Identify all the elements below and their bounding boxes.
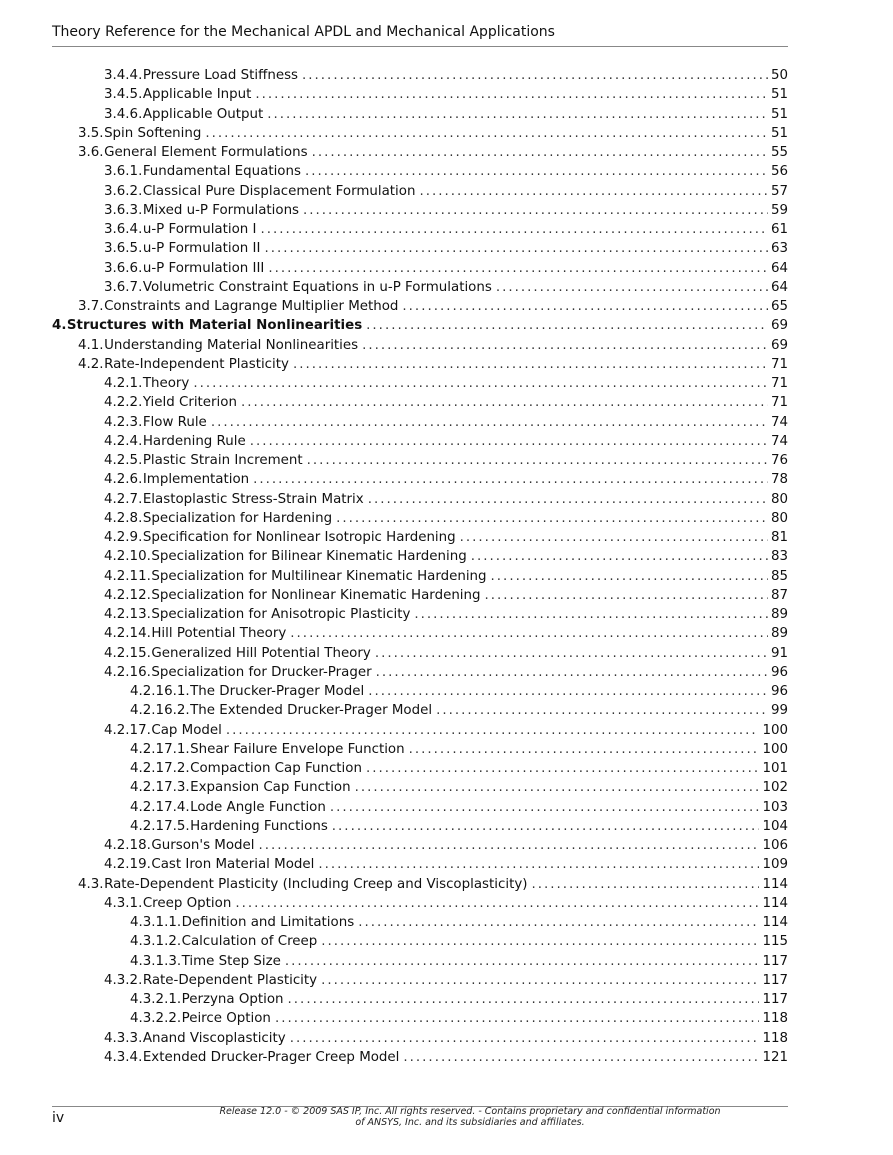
toc-entry-page: 65 xyxy=(770,299,788,314)
toc-dot-leader xyxy=(312,143,768,162)
toc-entry-number: 4.2.16. xyxy=(104,664,151,680)
toc-dot-leader xyxy=(267,105,768,124)
toc-entry-title: Specialization for Drucker-Prager xyxy=(151,664,372,680)
toc-entry[interactable] xyxy=(52,663,788,682)
toc-entry-page: 106 xyxy=(762,838,788,853)
toc-entry[interactable] xyxy=(52,836,788,855)
toc-entry-number: 3.7. xyxy=(78,299,104,314)
toc-entry-number: 3.6.1. xyxy=(104,164,143,180)
toc-dot-leader xyxy=(275,1009,760,1028)
toc-entry-page: 96 xyxy=(770,664,788,680)
toc-dot-leader xyxy=(368,490,768,509)
toc-entry-number: 4.3.2. xyxy=(104,972,143,988)
toc-entry[interactable] xyxy=(52,470,788,489)
toc-entry-number: 4.2.17. xyxy=(104,722,151,738)
toc-entry-title: Perzyna Option xyxy=(181,992,284,1007)
toc-entry-number: 4.2.5. xyxy=(104,453,143,468)
toc-dot-leader xyxy=(403,1048,759,1067)
legal-line-2: of ANSYS, Inc. and its subsidiaries and affiliates. xyxy=(355,1117,585,1128)
toc-entry[interactable] xyxy=(52,894,788,913)
toc-entry-page: 74 xyxy=(770,414,788,430)
toc-entry[interactable] xyxy=(52,451,788,470)
toc-entry-title: Constraints and Lagrange Multiplier Method xyxy=(104,299,399,314)
toc-entry-number: 4.2.17.2. xyxy=(130,761,190,776)
toc-entry[interactable] xyxy=(52,432,788,451)
toc-entry-number: 4.2.14. xyxy=(104,626,151,642)
toc-dot-leader xyxy=(366,316,768,335)
toc-entry-page: 55 xyxy=(770,145,788,160)
toc-entry-title: Creep Option xyxy=(142,895,232,911)
toc-entry-page: 99 xyxy=(770,703,788,719)
toc-entry-title: Specialization for Anisotropic Plasticity xyxy=(151,607,411,622)
toc-entry-title: Volumetric Constraint Equations in u-P Formulations xyxy=(142,279,492,295)
toc-entry-page: 114 xyxy=(762,895,788,911)
toc-entry-number: 4. xyxy=(52,318,67,334)
toc-entry-page: 71 xyxy=(770,376,788,391)
toc-entry-page: 100 xyxy=(762,741,788,757)
toc-entry-title: Hill Potential Theory xyxy=(151,626,287,642)
toc-entry-title: General Element Formulations xyxy=(104,145,308,160)
toc-entry-page: 57 xyxy=(770,183,788,199)
toc-entry[interactable] xyxy=(52,297,788,316)
toc-entry-title: Rate-Dependent Plasticity xyxy=(142,972,318,988)
toc-entry-title: Elastoplastic Stress-Strain Matrix xyxy=(142,491,364,507)
toc-entry-number: 4.2.8. xyxy=(104,510,143,526)
toc-dot-leader xyxy=(531,875,759,894)
toc-dot-leader xyxy=(336,509,768,528)
toc-entry-title: Specialization for Multilinear Kinematic Hardening xyxy=(151,568,487,584)
toc-entry-title: Spin Softening xyxy=(104,125,202,141)
toc-entry-number: 3.6.6. xyxy=(104,260,143,276)
toc-entry-page: 109 xyxy=(762,857,788,873)
toc-entry-page: 63 xyxy=(770,241,788,257)
toc-entry-number: 4.2.4. xyxy=(104,433,143,449)
toc-entry-number: 4.2.16.2. xyxy=(130,703,190,719)
toc-dot-leader xyxy=(290,1029,760,1048)
toc-entry-title: u-P Formulation III xyxy=(142,260,265,276)
toc-dot-leader xyxy=(321,971,759,990)
toc-entry-title: Cap Model xyxy=(151,722,222,738)
toc-entry-title: The Drucker-Prager Model xyxy=(190,684,365,699)
toc-dot-leader xyxy=(471,547,768,566)
toc-entry-title: Yield Criterion xyxy=(142,395,237,411)
toc-entry[interactable] xyxy=(52,778,788,797)
toc-dot-leader xyxy=(226,721,760,740)
toc-entry-number: 4.2. xyxy=(78,356,104,372)
toc-entry[interactable] xyxy=(52,701,788,720)
toc-entry-number: 4.2.11. xyxy=(104,568,151,584)
toc-dot-leader xyxy=(268,259,768,278)
toc-entry-title: Rate-Dependent Plasticity (Including Creep and Viscoplasticity) xyxy=(104,876,528,892)
toc-entry-page: 71 xyxy=(770,356,788,372)
toc-entry[interactable] xyxy=(52,490,788,509)
toc-entry[interactable] xyxy=(52,336,788,355)
toc-entry[interactable] xyxy=(52,605,788,624)
toc-dot-leader xyxy=(366,759,759,778)
toc-entry-page: 115 xyxy=(762,934,788,950)
toc-entry[interactable] xyxy=(52,316,788,335)
toc-entry-title: Understanding Material Nonlinearities xyxy=(104,337,359,353)
toc-entry-page: 74 xyxy=(770,433,788,449)
toc-dot-leader xyxy=(436,701,768,720)
toc-entry[interactable] xyxy=(52,855,788,874)
toc-entry-page: 56 xyxy=(770,164,788,180)
toc-entry-page: 64 xyxy=(770,260,788,276)
toc-entry[interactable] xyxy=(52,721,788,740)
toc-entry-title: Structures with Material Nonlinearities xyxy=(66,318,363,334)
running-header: Theory Reference for the Mechanical APDL and Mechanical Applications xyxy=(52,24,555,40)
toc-entry-page: 69 xyxy=(770,318,788,334)
toc-entry[interactable] xyxy=(52,85,788,104)
toc-entry-number: 4.2.9. xyxy=(104,530,143,545)
toc-entry[interactable] xyxy=(52,278,788,297)
toc-entry-page: 81 xyxy=(770,530,788,545)
toc-entry-number: 4.2.17.5. xyxy=(130,818,190,834)
toc-dot-leader xyxy=(235,894,759,913)
toc-entry-title: Classical Pure Displacement Formulation xyxy=(142,183,416,199)
toc-entry-number: 4.3.2.2. xyxy=(130,1011,182,1027)
toc-dot-leader xyxy=(485,586,768,605)
toc-entry-page: 51 xyxy=(770,125,788,141)
toc-entry[interactable] xyxy=(52,182,788,201)
toc-dot-leader xyxy=(193,374,768,393)
toc-entry[interactable] xyxy=(52,586,788,605)
toc-entry-number: 3.6.2. xyxy=(104,183,143,199)
toc-entry-page: 118 xyxy=(762,1030,788,1046)
toc-entry[interactable] xyxy=(52,201,788,220)
toc-dot-leader xyxy=(496,278,768,297)
toc-dot-leader xyxy=(414,605,768,624)
toc-dot-leader xyxy=(253,470,768,489)
toc-entry-number: 3.6.7. xyxy=(104,279,143,295)
toc-entry-number: 4.2.1. xyxy=(104,376,143,391)
toc-entry-title: Compaction Cap Function xyxy=(190,761,362,776)
toc-entry-page: 102 xyxy=(762,780,788,796)
toc-entry[interactable] xyxy=(52,567,788,586)
toc-dot-leader xyxy=(358,913,759,932)
toc-entry-number: 4.3.1.3. xyxy=(130,953,182,969)
toc-entry-page: 61 xyxy=(770,222,788,237)
toc-entry-number: 4.3.4. xyxy=(104,1049,143,1065)
toc-entry-page: 76 xyxy=(770,453,788,468)
toc-dot-leader xyxy=(332,817,760,836)
toc-entry-number: 4.2.17.4. xyxy=(130,799,190,815)
toc-entry[interactable] xyxy=(52,355,788,374)
toc-entry[interactable] xyxy=(52,509,788,528)
toc-entry-page: 71 xyxy=(770,395,788,411)
page-number: iv xyxy=(52,1110,65,1126)
toc-dot-leader xyxy=(241,393,768,412)
toc-entry-page: 69 xyxy=(770,337,788,353)
toc-entry[interactable] xyxy=(52,143,788,162)
toc-entry[interactable] xyxy=(52,817,788,836)
legal-notice xyxy=(180,1106,760,1128)
toc-entry-number: 3.6.5. xyxy=(104,241,143,257)
toc-entry-title: u-P Formulation I xyxy=(142,222,257,237)
toc-dot-leader xyxy=(302,66,768,85)
toc-dot-leader xyxy=(293,355,768,374)
toc-entry[interactable] xyxy=(52,220,788,239)
toc-dot-leader xyxy=(402,297,768,316)
toc-entry[interactable] xyxy=(52,105,788,124)
toc-dot-leader xyxy=(211,413,768,432)
toc-entry-title: Expansion Cap Function xyxy=(190,780,351,796)
toc-entry-page: 83 xyxy=(770,549,788,565)
toc-entry-title: Shear Failure Envelope Function xyxy=(190,741,405,757)
toc-dot-leader xyxy=(491,567,768,586)
toc-entry-number: 3.6.4. xyxy=(104,222,143,237)
toc-entry[interactable] xyxy=(52,952,788,971)
toc-entry[interactable] xyxy=(52,644,788,663)
toc-entry-number: 4.2.13. xyxy=(104,607,151,622)
toc-entry-title: Specification for Nonlinear Isotropic Hardening xyxy=(142,530,456,545)
toc-entry-title: Specialization for Nonlinear Kinematic Hardening xyxy=(151,587,481,603)
toc-dot-leader xyxy=(409,740,760,759)
toc-entry[interactable] xyxy=(52,913,788,932)
toc-entry-page: 87 xyxy=(770,587,788,603)
toc-dot-leader xyxy=(419,182,767,201)
toc-entry-number: 4.2.18. xyxy=(104,838,151,853)
toc-dot-leader xyxy=(259,836,760,855)
toc-entry-page: 121 xyxy=(762,1049,788,1065)
toc-dot-leader xyxy=(321,932,759,951)
toc-entry-title: Specialization for Hardening xyxy=(142,510,333,526)
toc-entry[interactable] xyxy=(52,124,788,143)
toc-entry-title: Applicable Output xyxy=(142,106,264,122)
toc-entry-number: 3.5. xyxy=(78,125,104,141)
toc-entry-title: Cast Iron Material Model xyxy=(151,857,315,873)
toc-entry-page: 91 xyxy=(770,645,788,661)
table-of-contents xyxy=(52,66,788,1067)
toc-entry[interactable] xyxy=(52,259,788,278)
toc-entry-number: 4.2.16.1. xyxy=(130,684,190,699)
toc-entry[interactable] xyxy=(52,374,788,393)
toc-entry-title: Pressure Load Stiffness xyxy=(142,68,299,83)
toc-entry-number: 4.2.19. xyxy=(104,857,151,873)
toc-dot-leader xyxy=(460,528,768,547)
toc-entry-title: Implementation xyxy=(142,472,250,488)
toc-entry[interactable] xyxy=(52,624,788,643)
toc-entry-title: Time Step Size xyxy=(181,953,281,969)
toc-entry-number: 4.1. xyxy=(78,337,104,353)
toc-entry-title: Applicable Input xyxy=(142,87,252,103)
toc-entry[interactable] xyxy=(52,971,788,990)
toc-entry-page: 50 xyxy=(770,68,788,83)
toc-entry-number: 4.2.2. xyxy=(104,395,143,411)
toc-dot-leader xyxy=(362,336,768,355)
toc-entry-number: 4.3.2.1. xyxy=(130,992,182,1007)
toc-entry-title: Hardening Rule xyxy=(142,433,246,449)
toc-entry-title: Extended Drucker-Prager Creep Model xyxy=(142,1049,400,1065)
toc-entry[interactable] xyxy=(52,932,788,951)
toc-dot-leader xyxy=(255,85,768,104)
toc-entry[interactable] xyxy=(52,547,788,566)
toc-dot-leader xyxy=(285,952,760,971)
toc-entry-page: 85 xyxy=(770,568,788,584)
toc-entry[interactable] xyxy=(52,66,788,85)
toc-entry-title: Mixed u-P Formulations xyxy=(142,202,300,218)
toc-entry-title: Definition and Limitations xyxy=(181,915,355,930)
toc-entry-page: 103 xyxy=(762,799,788,815)
toc-dot-leader xyxy=(307,451,768,470)
toc-dot-leader xyxy=(260,220,767,239)
toc-entry-number: 3.4.5. xyxy=(104,87,143,103)
toc-entry-page: 59 xyxy=(770,202,788,218)
toc-entry-number: 3.6. xyxy=(78,145,104,160)
toc-entry-page: 78 xyxy=(770,472,788,488)
toc-entry-title: Lode Angle Function xyxy=(190,799,326,815)
toc-entry-number: 4.3.1.1. xyxy=(130,915,182,930)
toc-dot-leader xyxy=(368,682,768,701)
toc-dot-leader xyxy=(375,644,768,663)
toc-entry-title: The Extended Drucker-Prager Model xyxy=(190,703,433,719)
header-divider xyxy=(52,46,788,47)
toc-entry-page: 101 xyxy=(762,761,788,776)
toc-entry[interactable] xyxy=(52,990,788,1009)
toc-entry[interactable] xyxy=(52,875,788,894)
toc-entry-page: 117 xyxy=(762,992,788,1007)
toc-entry[interactable] xyxy=(52,528,788,547)
toc-entry[interactable] xyxy=(52,682,788,701)
toc-dot-leader xyxy=(205,124,768,143)
toc-entry-number: 3.4.6. xyxy=(104,106,143,122)
toc-entry-title: Peirce Option xyxy=(181,1011,271,1027)
toc-entry-number: 4.3. xyxy=(78,876,104,892)
toc-entry[interactable] xyxy=(52,798,788,817)
toc-entry-number: 4.2.17.1. xyxy=(130,741,190,757)
toc-entry-title: Flow Rule xyxy=(142,414,207,430)
toc-dot-leader xyxy=(305,162,768,181)
toc-entry-number: 4.3.3. xyxy=(104,1030,143,1046)
toc-entry-title: Fundamental Equations xyxy=(142,164,301,180)
toc-entry-title: Hardening Functions xyxy=(190,818,328,834)
toc-entry-number: 4.2.10. xyxy=(104,549,151,565)
toc-entry-number: 4.2.7. xyxy=(104,491,143,507)
toc-entry-title: Theory xyxy=(142,376,190,391)
toc-entry-page: 104 xyxy=(762,818,788,834)
toc-entry-title: u-P Formulation II xyxy=(142,241,261,257)
toc-entry-title: Generalized Hill Potential Theory xyxy=(151,645,371,661)
toc-entry-page: 51 xyxy=(770,106,788,122)
toc-entry-number: 4.2.12. xyxy=(104,587,151,603)
toc-entry-page: 100 xyxy=(762,722,788,738)
toc-entry[interactable] xyxy=(52,393,788,412)
toc-dot-leader xyxy=(355,778,760,797)
toc-entry[interactable] xyxy=(52,239,788,258)
toc-entry[interactable] xyxy=(52,1029,788,1048)
toc-entry-number: 4.3.1. xyxy=(104,895,143,911)
toc-dot-leader xyxy=(303,201,768,220)
toc-entry-title: Calculation of Creep xyxy=(181,934,318,950)
toc-entry-number: 4.2.6. xyxy=(104,472,143,488)
toc-dot-leader xyxy=(318,855,759,874)
toc-entry[interactable] xyxy=(52,759,788,778)
toc-entry-page: 89 xyxy=(770,626,788,642)
toc-entry-number: 4.2.17.3. xyxy=(130,780,190,796)
toc-entry-title: Anand Viscoplasticity xyxy=(142,1030,286,1046)
toc-entry-number: 4.2.3. xyxy=(104,414,143,430)
toc-entry-number: 3.6.3. xyxy=(104,202,143,218)
toc-entry[interactable] xyxy=(52,1009,788,1028)
toc-entry-number: 3.4.4. xyxy=(104,68,143,83)
toc-entry-page: 114 xyxy=(762,876,788,892)
toc-entry-number: 4.3.1.2. xyxy=(130,934,182,950)
toc-dot-leader xyxy=(264,239,768,258)
toc-entry-page: 117 xyxy=(762,953,788,969)
toc-entry-page: 51 xyxy=(770,87,788,103)
toc-entry-page: 118 xyxy=(762,1011,788,1027)
toc-entry-page: 80 xyxy=(770,491,788,507)
toc-dot-leader xyxy=(290,624,768,643)
toc-entry-page: 80 xyxy=(770,510,788,526)
toc-entry-title: Gurson's Model xyxy=(151,838,255,853)
toc-dot-leader xyxy=(330,798,760,817)
toc-entry-title: Plastic Strain Increment xyxy=(142,453,303,468)
toc-entry-page: 114 xyxy=(762,915,788,930)
toc-entry-title: Specialization for Bilinear Kinematic Hardening xyxy=(151,549,467,565)
toc-dot-leader xyxy=(250,432,768,451)
legal-line-1: Release 12.0 - © 2009 SAS IP, Inc. All rights reserved. - Contains proprietary and confidential information xyxy=(219,1106,721,1117)
toc-dot-leader xyxy=(376,663,768,682)
toc-entry[interactable] xyxy=(52,413,788,432)
toc-entry-number: 4.2.15. xyxy=(104,645,151,661)
toc-entry-page: 117 xyxy=(762,972,788,988)
toc-entry[interactable] xyxy=(52,740,788,759)
toc-entry-title: Rate-Independent Plasticity xyxy=(104,356,289,372)
toc-entry[interactable] xyxy=(52,1048,788,1067)
toc-dot-leader xyxy=(288,990,760,1009)
toc-entry[interactable] xyxy=(52,162,788,181)
toc-entry-page: 89 xyxy=(770,607,788,622)
toc-entry-page: 96 xyxy=(770,684,788,699)
toc-entry-page: 64 xyxy=(770,279,788,295)
